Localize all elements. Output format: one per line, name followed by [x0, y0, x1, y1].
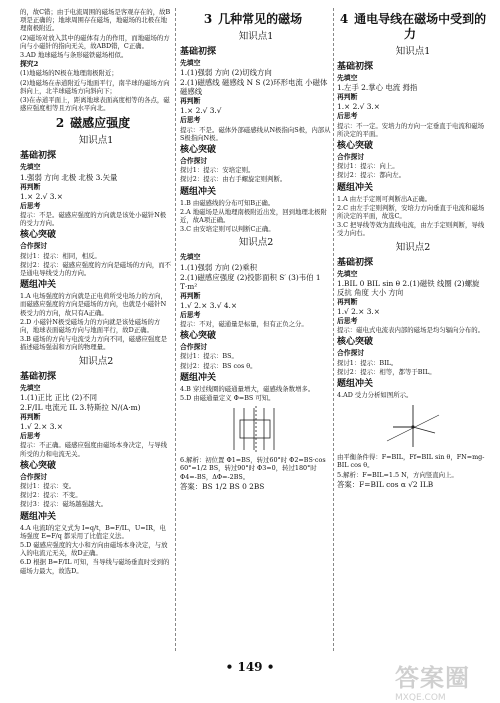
answer-line: 1.(1)强弱 方向 (2)切线方向 [180, 68, 272, 78]
text-line: 探讨1：提示：BIL。 [337, 358, 398, 367]
text-line: 提示：不一定。安培力的方向一定垂直于电流和磁场所决定的平面。 [337, 121, 484, 138]
text-line: 提示：不是。磁感应强度的方向就是该处小磁针N极的受力方向。 [20, 211, 167, 228]
section-heading: 核心突破 [337, 337, 374, 348]
middle-column [180, 8, 332, 492]
answer-line: 1.× 2.√ 3.× [337, 102, 380, 112]
text-line: 3.B 磁场的方向与电流受力方向不同，磁感应强度是描述磁场强弱和方向的物理量。 [20, 335, 168, 352]
sub-heading: 合作探讨 [180, 157, 208, 166]
chapter-title [180, 12, 332, 27]
text-line: 4.AD 受力分析如图所示。 [337, 391, 413, 400]
sub-heading: 合作探讨 [337, 153, 365, 162]
text-line: 探讨1：提示：相同，相反。 [20, 251, 101, 260]
text-line: 3.C 把导线等效为直线电流，由左手定则判断，导线受力向右。 [337, 221, 485, 238]
sub-heading: 合作探讨 [20, 242, 48, 251]
magnetic-field-diagram [226, 404, 286, 454]
text-line: 的，故C错；由于电流周围的磁场是客观存在的，故B项是正确的；地球周围存在磁场，地磁场的北极在地理南极附近。 [20, 8, 171, 33]
section-heading: 核心突破 [337, 141, 374, 152]
sub-heading: 再判断 [180, 97, 201, 106]
text-line: 3.C 由安培定则可以判断C正确。 [180, 225, 275, 234]
sub-heading: 后思考 [20, 432, 41, 441]
section-heading: 基础初探 [20, 151, 57, 162]
sub-heading: 合作探讨 [337, 349, 365, 358]
text-line: 5.解析：F=BIL=1.5 N，方向竖直向上。 [337, 470, 458, 479]
text-line: 2.D 小磁针N极受磁场力的方向就是该处磁场的方向，地球表面磁场方向与地面平行，故D正确。 [20, 317, 161, 335]
sub-heading: 先填空 [20, 163, 41, 172]
sub-heading: 后思考 [337, 317, 358, 326]
knowledge-point-heading: 知识点2 [395, 241, 431, 253]
sub-heading: 合作探讨 [180, 343, 208, 352]
chapter-name: 通电导线在磁场中受到的力 [354, 12, 487, 41]
text-line: 探讨2：提示：不变。 [20, 491, 82, 500]
text-line: 4.B 穿过线圈的磁通量增大，磁感线条数增多。 [180, 384, 315, 393]
watermark-text: 答案圈 [395, 663, 470, 692]
text-line: (1)地磁场的N极在地理南极附近； [20, 69, 118, 78]
answer-line: 2.(1)磁感应强度 (2)投影面积 S′ (3)韦伯 1 T·m² [180, 272, 321, 291]
sub-heading: 先填空 [180, 59, 201, 67]
text-line: 探讨2：提示：都向左。 [337, 171, 405, 180]
answer-line: 1.× 2.√ 3.× [20, 191, 63, 201]
answer-line: 答案：F=BIL cos α √2 ILB [337, 479, 434, 489]
text-line: 由平衡条件得：F=BIL，Ff=BIL sin θ，FN=mg-BIL cos θ。 [337, 453, 485, 470]
section-heading: 题组冲关 [337, 182, 374, 193]
text-line: 2.C 由左手定则判断，安培力方向垂直于电流和磁场所决定的平面，故选C。 [337, 203, 485, 221]
knowledge-point-heading: 知识点1 [395, 46, 431, 57]
section-heading: 基础初探 [337, 257, 374, 268]
section-heading: 核心突破 [20, 460, 57, 471]
section-heading: 题组冲关 [180, 186, 217, 197]
text-line: 提示：磁电式电流表内部的磁场是均匀辐向分布的。 [337, 326, 484, 335]
sub-heading: 再判断 [20, 182, 41, 191]
section-heading: 基础初探 [20, 371, 57, 382]
text-line: 探讨2：提示：相等，都等于BIL。 [337, 367, 436, 376]
sub-heading: 合作探讨 [20, 472, 48, 481]
answer-line: 1.强弱 方向 北极 北极 3.矢量 [20, 172, 118, 182]
text-line: 1.A 电场强度的方向就是正电荷所受电场力的方向，而磁感应强度的方向是磁场的方向，也就是小磁针N极受力的方向，故只有A正确。 [20, 292, 167, 317]
section-heading: 基础初探 [337, 62, 374, 72]
sub-heading: 先填空 [337, 269, 358, 278]
text-line: 探讨1：提示：变。 [20, 481, 76, 490]
section-heading: 核心突破 [20, 230, 57, 241]
answer-line: 1.√ 2.× 3.√ 4.× [180, 300, 238, 310]
answer-line: 1.BIL 0 BIL sin θ 2.(1)磁铁 线圈 (2)螺旋 反抗 角度 大小 方向 [337, 278, 480, 297]
section-heading: 题组冲关 [20, 511, 57, 522]
section-heading: 题组冲关 [180, 372, 217, 383]
text-line: 1.B 由磁感线的分布可知B正确。 [180, 198, 275, 207]
sub-heading: 后思考 [337, 112, 358, 121]
text-line: (3)在赤道平面上，距离地球表面高度相等的各点，磁感应强度相等且方向水平向北。 [20, 96, 170, 113]
chapter-number: 4 [339, 12, 349, 26]
force-diagram [383, 401, 443, 451]
sub-heading: 后思考 [180, 310, 201, 319]
text-line: 5.D 由磁通量定义 Φ=BS 可知。 [180, 394, 275, 403]
text-line: (2)磁场对放入其中的磁体有力的作用，而地磁场的方向与小磁针的指向无关，故ABD错，C正确。 [20, 33, 170, 50]
sub-heading: 先填空 [180, 253, 201, 262]
text-line: 提示：不对，磁通量是标量，但有正负之分。 [180, 320, 308, 329]
text-line: 探究2 [20, 60, 39, 69]
text-line: 探讨1：提示：安培定则。 [180, 166, 255, 175]
answer-line: 1.× 2.√ 3.√ [180, 106, 222, 116]
text-line: 5.D 磁感应强度的大小和方向由磁场本身决定，与放入的电流元无关，故D正确。 [20, 540, 168, 558]
sub-heading: 再判断 [337, 93, 358, 102]
section-heading: 题组冲关 [337, 379, 374, 390]
chapter-name: 磁感应强度 [70, 116, 131, 131]
chapter-number: 2 [55, 116, 65, 131]
text-line: 探讨1：提示：BS。 [180, 352, 238, 361]
knowledge-point-heading: 知识点2 [238, 237, 274, 249]
text-line: 探讨2：提示：BS cos θ。 [180, 361, 257, 370]
section-heading: 核心突破 [180, 331, 217, 342]
sub-heading: 再判断 [180, 291, 201, 300]
answer-line: 1.√ 2.× 3.× [20, 422, 63, 432]
text-line: 2.A 地磁场是从地理南极附近出发，回到地理北极附近，故A项正确。 [180, 207, 327, 225]
sub-heading: 后思考 [180, 116, 201, 125]
text-line: 1.A 由左手定则可判断出A正确。 [337, 194, 432, 203]
sub-heading: 再判断 [20, 412, 41, 421]
text-line: 探讨3：提示：磁场越强越大。 [20, 500, 108, 509]
column-divider [333, 8, 334, 651]
text-line: 探讨2：提示：磁感应强度的方向是磁场的方向，而不是通电导线受力的方向。 [20, 260, 172, 278]
knowledge-point-heading: 知识点1 [78, 135, 114, 147]
chapter-name: 几种常见的磁场 [218, 12, 303, 26]
sub-heading: 先填空 [337, 74, 358, 82]
text-line: (2)地磁场在赤道附近与地面平行，南半球的磁场方向斜向上，北半球磁场方向斜向下； [20, 78, 170, 95]
right-column [337, 8, 489, 490]
text-line: 4.A 电流I的定义式为 I=q/t，B=F/IL，U=IR，电场强度 E=F/q 都采用了比值定义法。 [20, 523, 166, 540]
text-line: 6.D 根据 B=F/IL 可知，当导线与磁场垂直时受到的磁场力最大，故选D。 [20, 558, 170, 575]
sub-heading: 后思考 [20, 201, 41, 210]
text-line: 提示：不是。磁体外部磁感线从N极指向S极，内部从S极指向N极。 [180, 125, 331, 142]
watermark-url: MXQE.COM [395, 693, 446, 703]
knowledge-point-heading: 知识点1 [238, 31, 274, 42]
text-line: 提示：不正确。磁感应强度由磁场本身决定，与导线所受的力和电流无关。 [20, 441, 167, 458]
section-heading: 核心突破 [180, 145, 217, 156]
answer-line: 2.(1)磁感线 磁感线 N S (2)环形电流 小磁体 磁感线 [180, 78, 328, 97]
left-column [20, 8, 172, 576]
answer-line: 1.√ 2.× 3.× [337, 307, 380, 317]
answer-line: 1.(1)强弱 方向 (2)乘积 [180, 262, 258, 272]
text-line: 探讨1：提示：向上。 [337, 162, 399, 171]
answer-line: 1.(1)正比 正比 (2)不同 [20, 392, 98, 402]
watermark-logo [395, 658, 495, 703]
section-heading: 题组冲关 [20, 280, 57, 291]
sub-heading: 再判断 [337, 297, 358, 306]
page-number: • 149 • [225, 660, 275, 674]
knowledge-point-heading: 知识点2 [78, 355, 114, 367]
column-divider [175, 8, 176, 651]
text-line: 6.解析：初位置 Φ1=BS，转过60°时 Φ2=BS·cos 60°=1/2 BS，转过90°时 Φ3=0，转过180°时 Φ4=-BS，ΔΦ=-2BS。 [180, 456, 326, 481]
section-heading: 基础初探 [180, 47, 217, 57]
answer-line: 1.左手 2.掌心 电流 拇指 [337, 83, 418, 93]
text-line: 探讨2：提示：由右手螺旋定则判断。 [180, 175, 287, 184]
sub-heading: 先填空 [20, 383, 41, 392]
answer-line: 2.F/IL 电流元 IL 3.特斯拉 N/(A·m) [20, 402, 141, 412]
chapter-title [20, 116, 172, 131]
answer-line: 答案：BS 1/2 BS 0 2BS [180, 481, 265, 491]
chapter-title [337, 12, 489, 42]
chapter-number: 3 [203, 12, 213, 26]
text-line: 3.AD 地球磁场与条形磁铁磁场相似。 [20, 51, 128, 60]
